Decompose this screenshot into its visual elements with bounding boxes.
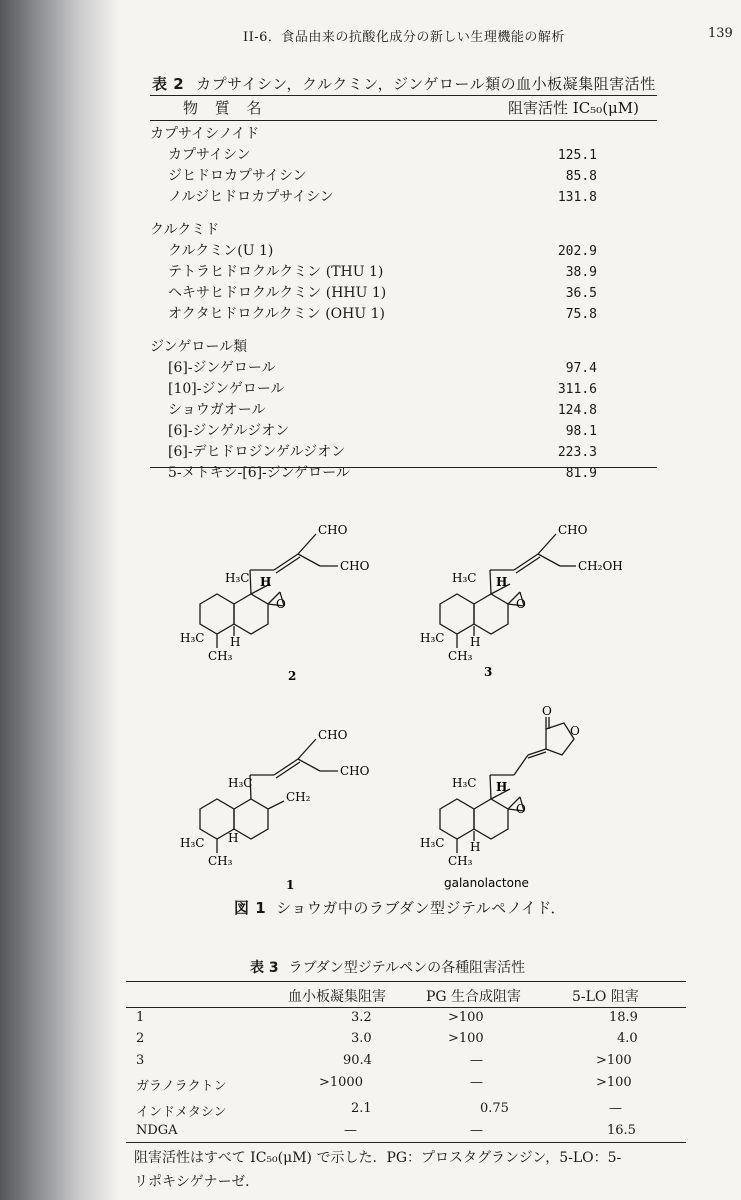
row-value: >100 <box>448 1010 484 1025</box>
table3-label: 表 3 <box>250 960 279 976</box>
row-name: 1 <box>136 1010 145 1025</box>
row-value: 202.9 <box>557 244 597 259</box>
group-label: CH₃ <box>208 649 233 663</box>
row-name: 2 <box>136 1031 145 1046</box>
compound-3 <box>420 523 623 679</box>
row-value: 90.4 <box>343 1053 372 1068</box>
row-name: テトラヒドロクルクミン (THU 1) <box>168 264 384 280</box>
table3-header: 血小板凝集阻害 <box>288 989 386 1005</box>
row-value: >1000 <box>319 1075 363 1090</box>
table2-caption <box>152 73 656 94</box>
group-label: CH₃ <box>448 854 473 868</box>
row-name: ショウガオール <box>168 402 266 418</box>
figure1-caption-text: ショウガ中のラブダン型ジテルペノイド． <box>276 899 567 917</box>
row-name: 3 <box>136 1053 145 1068</box>
group-label: H₃C <box>225 571 250 585</box>
table-row <box>150 400 650 421</box>
table-row <box>150 358 650 379</box>
group-label: CHO <box>318 728 348 742</box>
row-value: — <box>470 1075 483 1090</box>
row-name: ノルジヒドロカプサイシン <box>168 189 334 205</box>
group-label: O <box>542 704 552 718</box>
page-number: 139 <box>708 26 733 41</box>
row-name: [6]-デヒドロジンゲルジオン <box>168 444 346 460</box>
group-label: H <box>470 840 481 854</box>
table3-title: ラブダン型ジテルペンの各種阻害活性 <box>288 960 526 976</box>
row-name: オクタヒドロクルクミン (OHU 1) <box>168 306 385 322</box>
group-label: CHO <box>340 764 370 778</box>
compound-1 <box>180 728 370 890</box>
row-value: 124.8 <box>557 403 597 418</box>
compound-2 <box>180 523 370 683</box>
table2-head-rule <box>150 120 657 121</box>
table2-label: 表 2 <box>152 75 185 93</box>
group-label: H <box>496 780 508 794</box>
row-value: 0.75 <box>480 1101 509 1116</box>
group-label: H₃C <box>452 571 477 585</box>
table-row <box>150 442 650 463</box>
table-row <box>150 187 650 208</box>
row-name: [6]-ジンゲロール <box>168 360 276 376</box>
compound-number: 2 <box>288 669 297 683</box>
table2-body <box>150 124 650 484</box>
row-value: >100 <box>448 1031 484 1046</box>
group-label: CHO <box>318 523 348 537</box>
table-row <box>150 145 650 166</box>
row-value: 131.8 <box>557 190 597 205</box>
group-label: H₃C <box>452 776 477 790</box>
group-label: O <box>516 597 526 611</box>
row-name: ジヒドロカプサイシン <box>168 168 307 184</box>
table-row <box>150 283 650 304</box>
row-value: 3.2 <box>351 1010 372 1025</box>
table2-bottom-rule <box>150 467 657 468</box>
group-label: CH₂ <box>286 790 311 804</box>
row-value: 223.3 <box>557 445 597 460</box>
row-value: 16.5 <box>607 1123 636 1138</box>
table3-header: PG 生合成阻害 <box>426 989 522 1005</box>
row-name: NDGA <box>136 1123 178 1138</box>
row-name: 5-メトキシ-[6]-ジンゲロール <box>168 465 350 481</box>
table3-bottom-rule <box>126 1142 686 1143</box>
row-value: 311.6 <box>557 382 597 397</box>
figure1-label: 図 1 <box>234 899 267 917</box>
group-label: H₃C <box>420 836 445 850</box>
table-row <box>150 241 650 262</box>
table-row <box>150 421 650 442</box>
table3-top-rule <box>126 981 686 982</box>
table3-note <box>134 1146 694 1194</box>
row-name: ガラノラクトン <box>136 1079 227 1094</box>
note-line: 阻害活性はすべて IC₅₀(μM) で示した．PG：プロスタグランジン，5-LO：5- <box>134 1150 622 1166</box>
group-label: CHO <box>558 523 588 537</box>
group-label: CHO <box>340 559 370 573</box>
row-value: — <box>609 1101 622 1116</box>
row-value: 36.5 <box>565 286 597 301</box>
row-value: 85.8 <box>565 169 597 184</box>
table2-col-value: 阻害活性 IC₅₀(μM) <box>508 99 640 117</box>
group-label: O <box>516 802 526 816</box>
row-value: 18.9 <box>609 1010 638 1025</box>
row-value: — <box>470 1053 483 1068</box>
table-row <box>150 166 650 187</box>
group-label: H₃C <box>420 631 445 645</box>
table3-header: 5-LO 阻害 <box>572 989 639 1005</box>
table-row <box>150 379 650 400</box>
table2-group: クルクミド <box>150 222 220 238</box>
group-label: H₃C <box>180 631 205 645</box>
note-line: リポキシゲナーゼ． <box>134 1174 260 1190</box>
figure1-structures <box>170 522 640 890</box>
group-label: H₃C <box>228 776 253 790</box>
row-value: >100 <box>596 1053 632 1068</box>
row-value: 125.1 <box>557 148 597 163</box>
group-label: H <box>260 575 272 589</box>
row-name: [6]-ジンゲルジオン <box>168 423 290 439</box>
row-value: 81.9 <box>565 466 597 481</box>
compound-name: galanolactone <box>444 876 529 890</box>
compound-number: 1 <box>286 878 295 890</box>
compound-galanolactone <box>420 704 580 890</box>
row-value: 38.9 <box>565 265 597 280</box>
table2-col-name: 物 質 名 <box>183 99 268 117</box>
group-label: H <box>228 831 239 845</box>
compound-number: 3 <box>484 665 493 679</box>
row-name: ヘキサヒドロクルクミン (HHU 1) <box>168 285 387 301</box>
group-label: CH₃ <box>208 854 233 868</box>
table-row <box>150 262 650 283</box>
row-value: 3.0 <box>351 1031 372 1046</box>
table-row <box>150 304 650 325</box>
row-name: [10]-ジンゲロール <box>168 381 285 397</box>
row-value: — <box>470 1123 483 1138</box>
row-name: インドメタシン <box>136 1105 227 1120</box>
table2-group: カプサイシノイド <box>150 126 260 142</box>
group-label: H₃C <box>180 836 205 850</box>
table2-group: ジンゲロール類 <box>150 339 248 355</box>
row-name: クルクミン(U 1) <box>168 243 274 259</box>
group-label: H <box>470 635 481 649</box>
row-value: 97.4 <box>565 361 597 376</box>
group-label: H <box>496 575 508 589</box>
group-label: H <box>230 635 241 649</box>
group-label: CH₃ <box>448 649 473 663</box>
group-label: O <box>276 597 286 611</box>
table2-title: カプサイシン，クルクミン，ジンゲロール類の血小板凝集阻害活性 <box>196 75 656 93</box>
table3-caption <box>250 957 525 977</box>
row-value: >100 <box>596 1075 632 1090</box>
row-value: 75.8 <box>565 307 597 322</box>
figure1-caption <box>234 897 566 918</box>
running-header: II-6．食品由来の抗酸化成分の新しい生理機能の解析 <box>243 30 565 45</box>
row-value: 4.0 <box>617 1031 638 1046</box>
row-value: — <box>344 1123 357 1138</box>
group-label: CH₂OH <box>578 559 623 573</box>
group-label: O <box>570 724 580 738</box>
row-name: カプサイシン <box>168 147 251 163</box>
row-value: 98.1 <box>565 424 597 439</box>
table3-head-rule <box>126 1007 686 1008</box>
row-value: 2.1 <box>351 1101 372 1116</box>
table2-top-rule <box>150 95 657 96</box>
book-gutter-shadow <box>0 0 120 1200</box>
